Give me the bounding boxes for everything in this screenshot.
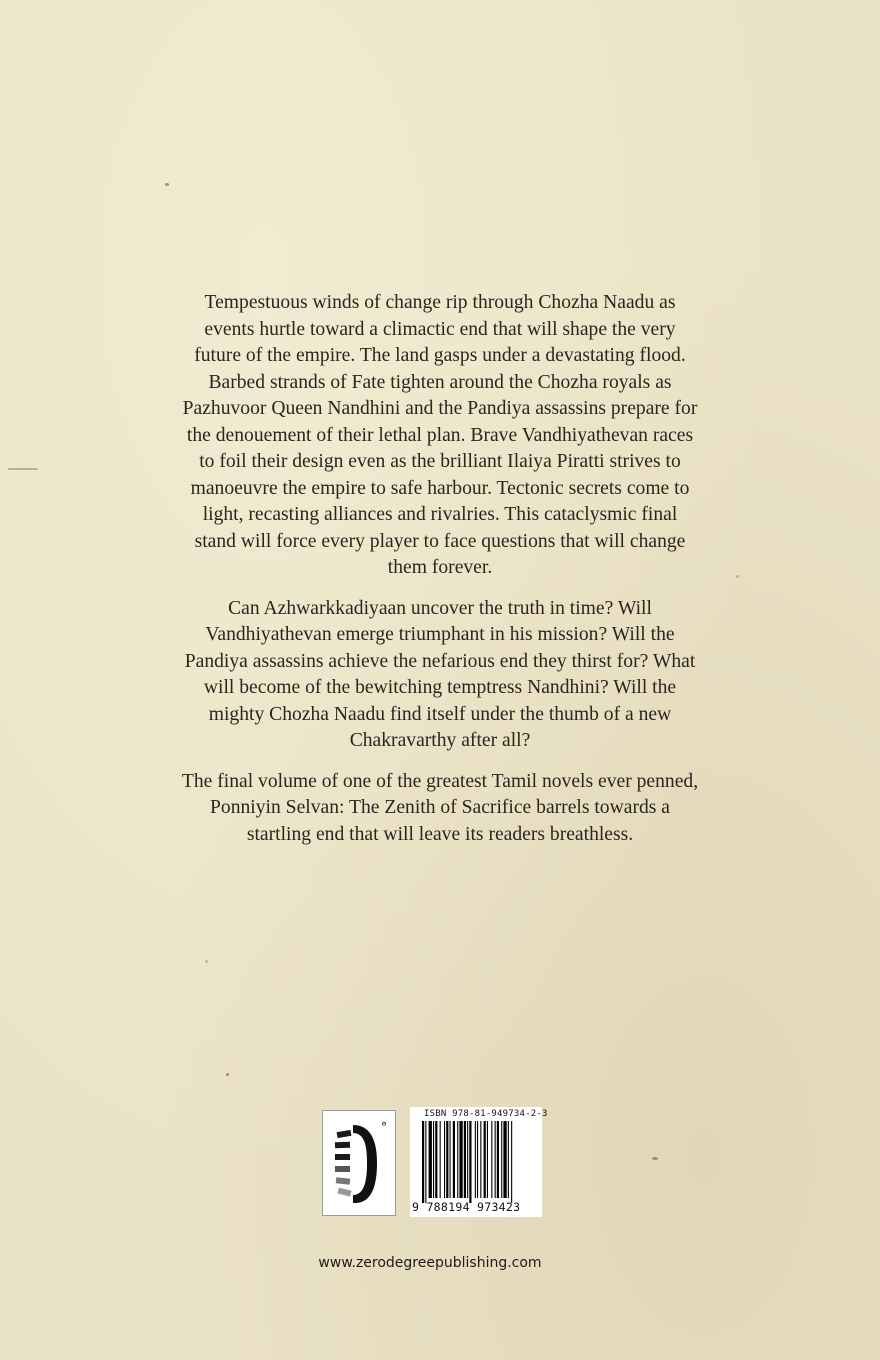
barcode-bar: [440, 1121, 441, 1198]
barcode-bar: [425, 1121, 426, 1203]
barcode-bar: [450, 1121, 451, 1198]
barcode-bar: [495, 1121, 496, 1198]
blurb-paragraph-2: Can Azhwarkkadiyaan uncover the truth in time? Will Vandhiyathevan emerge triumphant in his mission? Will the Pandiya assassins achieve the nefarious end they thirst for? What will become of the bewitching temptress Nandhini? Will the mighty Chozha Naadu find itself under the thumb of a new Chakravarthy after all?: [184, 597, 696, 751]
barcode-bar: [497, 1121, 499, 1198]
back-cover-blurb: [180, 290, 700, 862]
zero-degree-logo-icon: [323, 1111, 395, 1215]
degree-mark: °: [381, 1120, 387, 1134]
paper-speck: [165, 183, 169, 186]
paper-speck: [226, 1073, 229, 1076]
barcode-bar: [477, 1121, 478, 1198]
barcode-bar: [422, 1121, 424, 1203]
barcode-bar: [435, 1121, 437, 1198]
barcode-bar: [469, 1121, 471, 1203]
barcode-bar: [511, 1121, 512, 1203]
paper-speck: [205, 960, 208, 963]
paper-speck: [652, 1157, 658, 1160]
barcode-bar: [464, 1121, 466, 1198]
paper-speck: [736, 575, 739, 578]
blurb-paragraph-1: Tempestuous winds of change rip through Chozha Naadu as events hurtle toward a climactic end that will shape the very future of the empire. The land gasps under a devastating flood. Barbed strands of Fate tighten around the Chozha royals as Pazhuvoor Queen Nandhini and the Pandiya assassins prepare for the denouement of their lethal plan. Brave Vandhiyathevan races to foil their design even as the brilliant Ilaiya Piratti strives to manoeuvre the empire to safe harbour. Tectonic secrets come to light, recasting alliances and rivalries. This cataclysmic final stand will force every player to face questions that will change them forever.: [182, 292, 698, 578]
barcode-bar: [480, 1121, 481, 1198]
barcode-bar: [508, 1121, 509, 1198]
barcode-bar: [467, 1121, 468, 1198]
barcode-bar: [433, 1121, 434, 1198]
barcode-bar: [457, 1121, 458, 1198]
barcode-digits: 9 788194 973423: [412, 1200, 521, 1214]
paper-speck: [8, 468, 38, 470]
publisher-logo: [322, 1110, 396, 1216]
barcode-bar: [503, 1121, 506, 1198]
barcode-bar: [444, 1121, 445, 1198]
barcode-bar: [484, 1121, 486, 1198]
barcode-bar: [487, 1121, 488, 1198]
barcode-bar: [429, 1121, 432, 1198]
barcode-bar: [501, 1121, 502, 1198]
isbn-label: ISBN 978-81-949734-2-3: [424, 1109, 548, 1119]
isbn-barcode: [410, 1107, 548, 1217]
blurb-paragraph-3: The final volume of one of the greatest Tamil novels ever penned, Ponniyin Selvan: The Zenith of Sacrifice barrels towards a startling end that will leave its readers breathless.: [181, 770, 699, 845]
barcode-bar: [453, 1121, 455, 1198]
barcode-bar: [459, 1121, 462, 1198]
barcode-bar: [446, 1121, 448, 1198]
barcode-bar: [491, 1121, 492, 1198]
barcode-bar: [475, 1121, 476, 1198]
publisher-website: www.zerodegreepublishing.com: [318, 1255, 542, 1271]
